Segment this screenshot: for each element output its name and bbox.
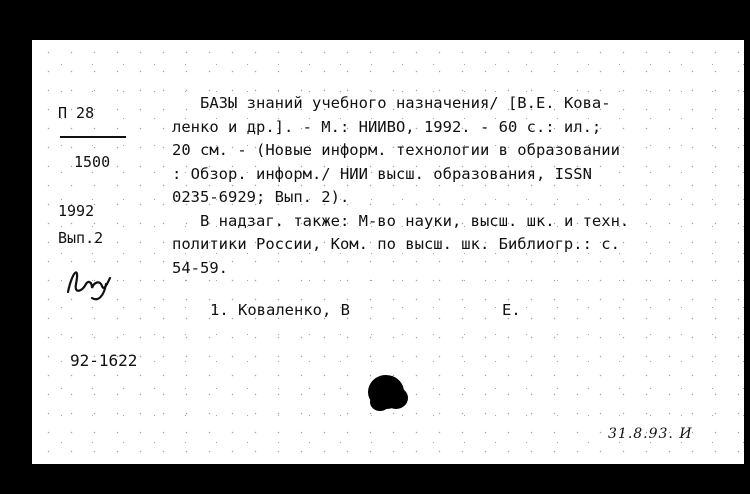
handwritten-initials (62, 262, 118, 302)
shelf-mark-divider (60, 136, 126, 138)
shelf-mark-line-3: 1992 (58, 202, 95, 220)
date-stamp: 31.8.93. И (608, 426, 693, 442)
bibliographic-entry (172, 92, 732, 280)
shelf-mark-line-4: Вып.2 (58, 229, 104, 247)
tracing-entry-tail: Е. (502, 301, 521, 319)
entry-line: В надзаг. также: М-во науки, высш. шк. и техн. (200, 211, 630, 230)
ink-blot (368, 375, 404, 409)
shelf-mark-line-2: 1500 (74, 153, 111, 171)
entry-line: 0235-6929; Вып. 2). (172, 188, 350, 206)
entry-line: ленко и др.]. - М.: НИИВО, 1992. - 60 с.: ил.; (172, 117, 602, 136)
shelf-mark-line-1: П 28 (58, 104, 95, 122)
tracing-entry: 1. Коваленко, В (210, 301, 350, 319)
entry-line: политики России, Ком. по высш. шк. Библиогр.: с. (172, 235, 620, 253)
entry-line: : Обзор. информ./ НИИ высш. образования, ISSN (172, 164, 592, 183)
accession-number: 92-1622 (70, 351, 138, 370)
entry-line: БАЗЫ знаний учебного назначения/ [В.Е. Кова- (200, 94, 611, 112)
entry-line: 20 см. - (Новые информ. технологии в образовании (172, 141, 620, 159)
entry-line: 54-59. (172, 258, 228, 277)
